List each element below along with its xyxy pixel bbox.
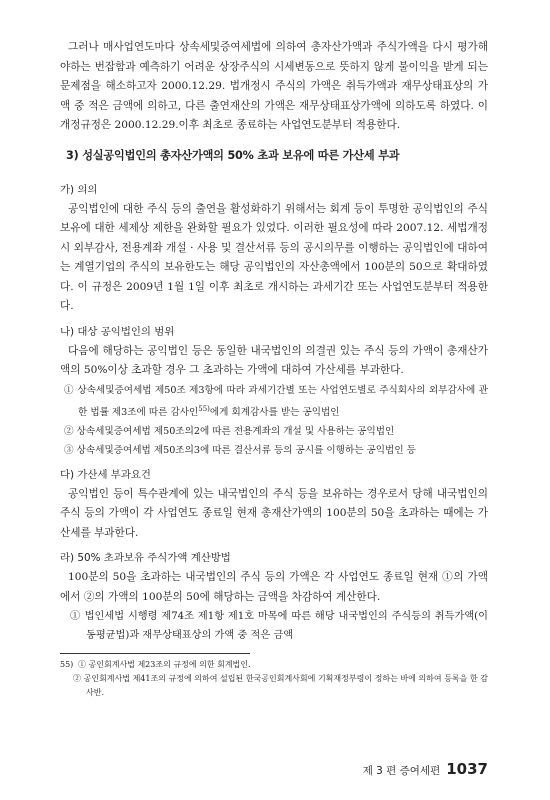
footnote-line: ② 공인회계사법 제41조의 규정에 의하여 설립된 한국공인회계사회에 기획재정부령이 정하는 바에 의하여 등록을 한 감사반. (73, 674, 488, 698)
footnote-divider (60, 653, 250, 654)
document-page (60, 38, 488, 700)
page-number: 1037 (446, 760, 488, 778)
intro-paragraph: 그러나 매사업연도마다 상속세및증여세법에 의하여 총자산가액과 주식가액을 다시 평가해야하는 번잡함과 예측하기 어려운 상장주식의 시세변동으로 뜻하지 않게 불이익을 받게 되는 문제점을 해소하고자 2000.12.29. 법개정시 주식의 가액은 취득가액과 재무상태표상의 가액 중 적은 금액에 의하고, 다른 출연재산의 가액은 재무상태표상가액에 의하도록 하였다. 이 개정규정은 2000.12.29.이후 최초로 종료하는 사업연도분부터 적용한다. (60, 41, 488, 131)
subsection-heading-da: 다) 가산세 부과요건 (60, 468, 151, 481)
da-paragraph: 공익법인 등이 특수관계에 있는 내국법인의 주식 등을 보유하는 경우로서 당해 내국법인의 주식 등의 가액이 각 사업연도 종료일 현재 총재산가액의 100분의 50을 초과하는 때에는 가산세를 부과한다. (60, 487, 488, 539)
page-footer (363, 760, 488, 778)
section-heading-3: 3) 성실공익법인의 총자산가액의 50% 초과 보유에 따른 가산세 부과 (66, 148, 400, 162)
footnote-ref: 55) (198, 404, 210, 413)
na-paragraph: 다음에 해당하는 공익법인 등은 동일한 내국법인의 의결권 있는 주식 등의 가액이 총재산가액의 50%이상 초과할 경우 그 초과하는 가액에 대하여 가산세를 부과한다. (60, 344, 488, 376)
na-list-item: ② 상속세및증여세법 제50조의2에 따른 전용계좌의 개설 및 사용하는 공익법인 (64, 425, 395, 437)
footer-label: 제 3 편 증여세편 (362, 765, 441, 777)
subsection-heading-ga: 가) 의의 (60, 183, 98, 196)
ra-paragraph: 100분의 50을 초과하는 내국법인의 주식 등의 가액은 각 사업연도 종료일 현재 ①의 가액에서 ②의 가액의 100분의 50에 해당하는 금액을 차감하여 계산한다. (60, 571, 488, 603)
subsection-heading-ra: 라) 50% 초과보유 주식가액 계산방법 (60, 552, 231, 565)
subsection-heading-na: 나) 대상 공익법인의 범위 (60, 325, 175, 338)
footnote-line: 55) ① 공인회계사법 제23조의 규정에 의한 회계법인. (60, 660, 251, 670)
na-list-item: ③ 상속세및증여세법 제50조의3에 따른 결산서류 등의 공시를 이행하는 공익법인 등 (64, 444, 416, 456)
ga-paragraph: 공익법인에 대한 주식 등의 출연을 활성화하기 위해서는 회계 등이 투명한 공익법인의 주식보유에 대한 세제상 제한을 완화할 필요가 있었다. 이러한 필요성에 따라 2007.12. 세법개정시 외부감사, 전용계좌 개설 · 사용 및 결산서류 등의 공시의무를 이행하는 공익법인에 대하여는 계열기업의 주식의 보유한도는 해당 공익법인의 자산총액에서 100분의 50으로 확대하였다. 이 규정은 2009년 1월 1일 이후 최초로 개시하는 과세기간 또는 사업연도분부터 적용한다. (60, 202, 489, 312)
ra-list-item: ① 법인세법 시행령 제74조 제1항 제1호 마목에 따른 해당 내국법인의 주식등의 취득가액(이동평균법)과 재무상태표상의 가액 중 적은 금액 (70, 611, 488, 642)
na-list-item: ① 상속세및증여세법 제50조 제3항에 따라 과세기간별 또는 사업연도별로 주식회사의 외부감사에 관한 법률 제3조에 따른 감사인$^{55)}$에게 회계감사를 받는 공익법인 (64, 384, 488, 418)
